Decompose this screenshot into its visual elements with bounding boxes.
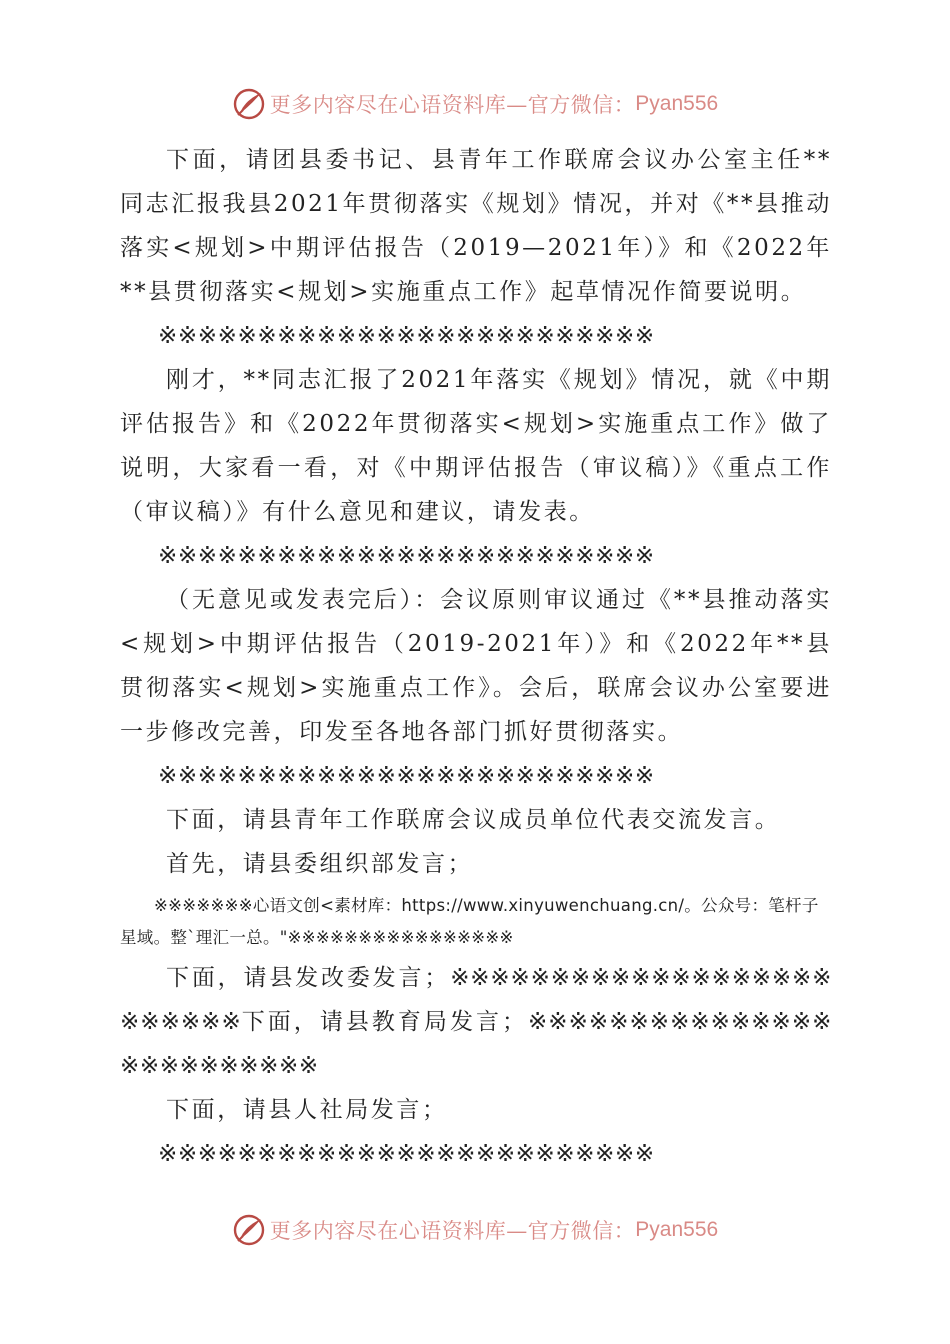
separator-line: ※※※※※※※※※※※※※※※※※※※※※※※※※ xyxy=(158,543,655,569)
separator-line: ※※※※※※※※※※※※※※※※※※※※※※※※※ xyxy=(158,1141,655,1167)
paragraph-hr-bureau: 下面，请县人社局发言； xyxy=(166,1097,448,1123)
paragraph-report-intro: 下面，请团县委书记、县青年工作联席会议办公室主任**同志汇报我县2021年贯彻落实《规划》情况，并对《**县推动落实<规划>中期评估报告（2019—2021年）》和《2022年**县贯彻落实<规划>实施重点工作》起草情况作简要说明。 xyxy=(120,147,832,305)
paragraph-approval: （无意见或发表完后）：会议原则审议通过《**县推动落实<规划>中期评估报告（2019-2021年）》和《2022年**县贯彻落实<规划>实施重点工作》。会后，联席会议办公室要进一步修改完善，印发至各地各部门抓好贯彻落实。 xyxy=(120,587,832,745)
separator-line: ※※※※※※※※※※※※※※※※※※※※※※※※※ xyxy=(158,323,655,349)
speaker-development-commission: 下面，请县发改委发言； xyxy=(166,965,450,991)
quill-pen-icon xyxy=(232,87,266,121)
banner-text: 更多内容尽在心语资料库—官方微信： xyxy=(269,1219,636,1243)
paragraph-discussion: 刚才，**同志汇报了2021年落实《规划》情况，就《中期评估报告》和《2022年贯彻落实<规划>实施重点工作》做了说明，大家看一看，对《中期评估报告（审议稿）》《重点工作（审议稿）》有什么意见和建议，请发表。 xyxy=(120,367,832,525)
inline-separator: ※※※※※※※※※※※※※※※※※※※※※※※※※ xyxy=(120,1009,832,1079)
header-banner xyxy=(0,84,950,124)
banner-wechat-id: Pyan556 xyxy=(635,1218,719,1241)
banner-wechat-id: Pyan556 xyxy=(635,92,719,115)
document-body xyxy=(120,138,832,1176)
separator-line: ※※※※※※※※※※※※※※※※※※※※※※※※※ xyxy=(158,763,655,789)
paragraph-speeches-intro: 下面，请县青年工作联席会议成员单位代表交流发言。 xyxy=(166,807,781,833)
paragraph-first-speaker: 首先，请县委组织部发言； xyxy=(166,851,474,877)
inline-separator: ※※※※※※※※※※※※※※※※※※※※※※※※※ xyxy=(120,965,833,1035)
paragraph-source-note: ※※※※※※※心语文创<素材库：https://www.xinyuwenchuang.cn/。公众号：笔杆子星域。整`理汇一总。"※※※※※※※※※※※※※※※※ xyxy=(120,896,819,947)
paragraph-next-speakers xyxy=(120,956,832,1088)
quill-pen-icon xyxy=(232,1213,266,1247)
footer-banner xyxy=(0,1210,950,1250)
speaker-education-bureau: 下面，请县教育局发言； xyxy=(241,1009,528,1035)
banner-text: 更多内容尽在心语资料库—官方微信： xyxy=(269,93,636,117)
